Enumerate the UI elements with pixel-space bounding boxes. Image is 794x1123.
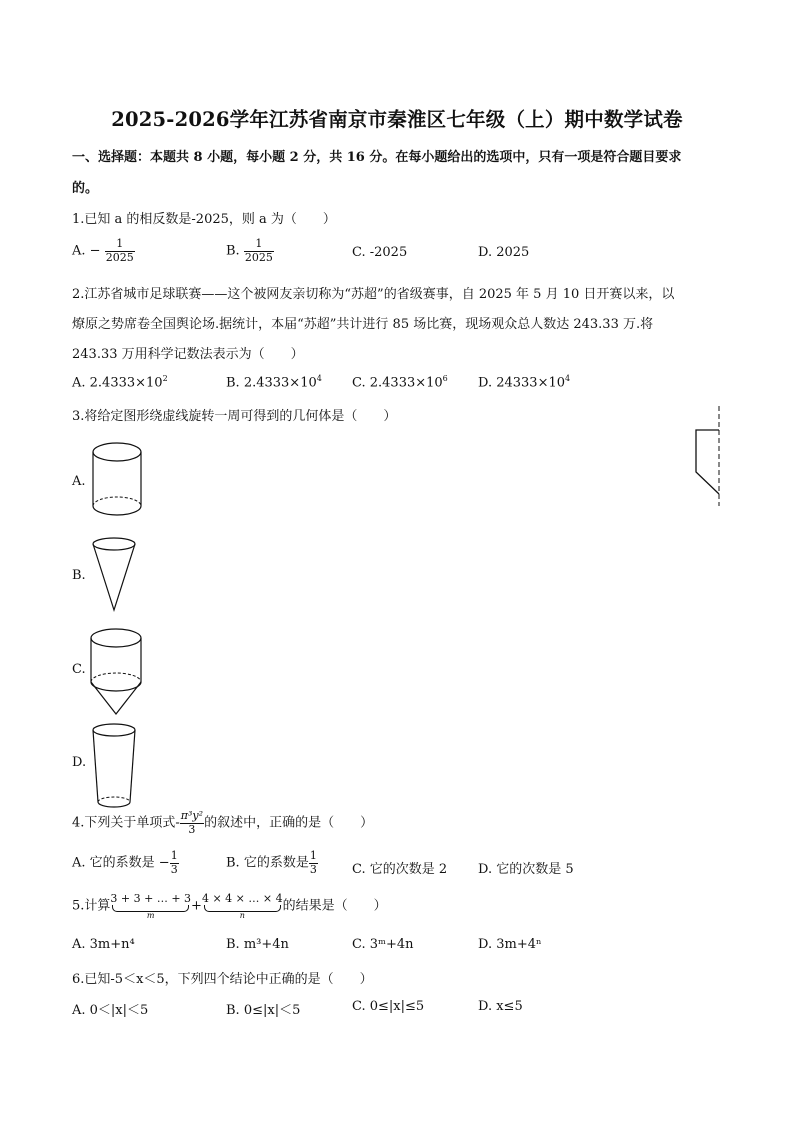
q3-option-a-cylinder — [90, 438, 146, 520]
q3-option-d-frustum — [88, 720, 142, 814]
q2-option-d: D. $24333\times 10^4$ — [478, 374, 571, 391]
q6-option-a: A. 0＜|x|＜5 — [72, 1003, 149, 1018]
q2-line3: 243.33 万用科学记数法表示为（ ） — [72, 347, 304, 362]
q3-option-d-label: D. — [72, 755, 87, 770]
q4-option-a: A. 它的系数是 − $\frac{1}{3}$ — [72, 849, 178, 876]
q5-option-a: A. 3m+n⁴ — [72, 937, 135, 952]
q4-monomial-fraction: $\frac{\text{π³y²}}{3}$ — [180, 809, 204, 836]
q1-b-fraction: $\frac{1}{2025}$ — [244, 237, 273, 264]
q2-option-a: A. $2.4333\times 10^2$ — [72, 374, 168, 391]
q5-underbrace-sum: 3 + 3 + … + 3 m — [110, 892, 192, 920]
q3-given-figure — [690, 404, 724, 508]
q2-line1: 2.江苏省城市足球联赛——这个被网友亲切称为“苏超”的省级赛事，自 2025 年 5 月 10 日开赛以来，以 — [72, 287, 675, 302]
q5-option-d: D. 3m+4ⁿ — [478, 937, 542, 952]
q6-option-c: C. 0≤|x|≤5 — [352, 999, 425, 1014]
q2-line2: 燎原之势席卷全国舆论场.据统计，本届“苏超”共计进行 85 场比赛，现场观众总人数达 243.33 万.将 — [72, 317, 654, 332]
q3-option-a-label: A. — [72, 474, 86, 489]
q1-option-b: B. $\frac{1}{2025}$ — [226, 237, 273, 264]
q4-option-d: D. 它的次数是 5 — [478, 862, 574, 877]
q2-option-b: B. $2.4333\times 10^4$ — [226, 374, 322, 391]
q4-stem: 4.下列关于单项式- $\frac{\text{π³y²}}{3}$ 的叙述中，正确的是（ ） — [72, 809, 374, 836]
q1-option-a: A. − $\frac{1}{2025}$ — [72, 237, 134, 264]
q6-stem: 6.已知-5＜x＜5，下列四个结论中正确的是（ ） — [72, 972, 373, 987]
q3-option-c-cylinder-cone — [88, 624, 146, 718]
q1-option-c: C. -2025 — [352, 245, 408, 260]
q3-option-c-label: C. — [72, 662, 86, 677]
q1-a-fraction: $\frac{1}{2025}$ — [105, 237, 134, 264]
q4-option-c: C. 它的次数是 2 — [352, 862, 448, 877]
q5-underbrace-product: 4 × 4 × … × 4 n — [201, 892, 283, 920]
exam-title: 2025-2026学年江苏省南京市秦淮区七年级（上）期中数学试卷 — [111, 108, 683, 131]
section-heading-line2: 的。 — [72, 181, 99, 196]
q2-option-c: C. $2.4333\times 10^6$ — [352, 374, 448, 391]
q5-stem: 5.计算 3 + 3 + … + 3 m + 4 × 4 × … × 4 n 的结果是（ ） — [72, 892, 387, 920]
q6-option-b: B. 0≤|x|＜5 — [226, 1003, 301, 1018]
q6-option-d: D. x≤5 — [478, 999, 523, 1014]
q3-option-b-cone — [90, 534, 140, 614]
q3-option-b-label: B. — [72, 568, 86, 583]
q1-option-d: D. 2025 — [478, 245, 530, 260]
section-heading-line1: 一、选择题：本题共 8 小题，每小题 2 分，共 16 分。在每小题给出的选项中，只有一项是符合题目要求 — [72, 150, 682, 165]
q5-option-b: B. m³+4n — [226, 937, 289, 952]
q4-option-b: B. 它的系数是 $\frac{1}{3}$ — [226, 849, 317, 876]
q3-stem: 3.将给定图形绕虚线旋转一周可得到的几何体是（ ） — [72, 409, 397, 424]
q1-stem: 1.已知 a 的相反数是-2025，则 a 为（ ） — [72, 212, 336, 227]
q5-option-c: C. 3ᵐ+4n — [352, 937, 414, 952]
